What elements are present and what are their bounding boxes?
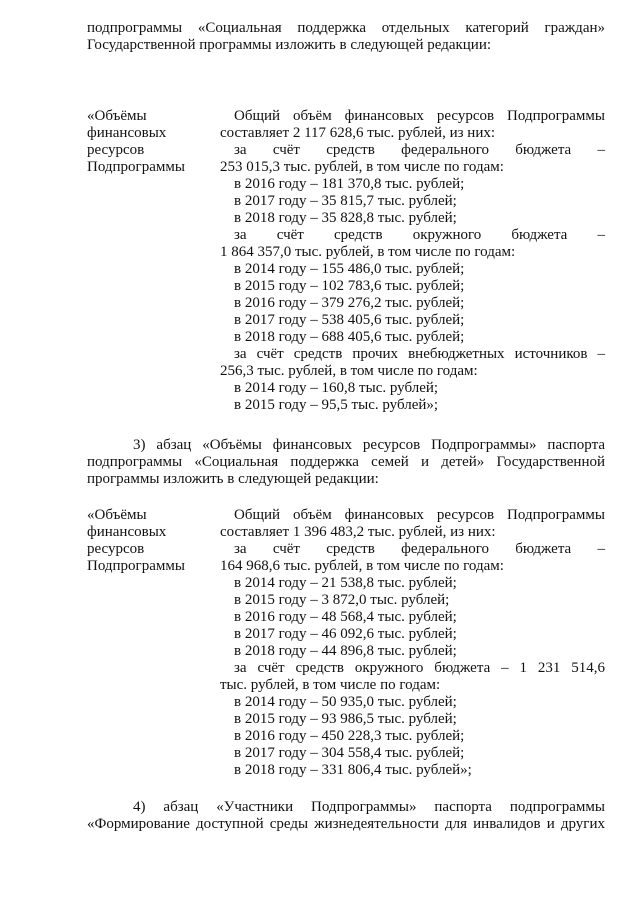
value-line: за счёт средств федерального бюджета –: [234, 142, 605, 158]
paragraph-4-line-1: 4) абзац «Участники Подпрограммы» паспорта подпрограммы: [133, 799, 605, 815]
label-line: Подпрограммы: [87, 558, 185, 574]
value-line: в 2016 году – 48 568,4 тыс. рублей;: [234, 609, 457, 625]
value-line: 164 968,6 тыс. рублей, в том числе по годам:: [220, 558, 504, 574]
paragraph-3-line-1: 3) абзац «Объёмы финансовых ресурсов Подпрограммы» паспорта: [133, 437, 605, 453]
value-line: в 2017 году – 304 558,4 тыс. рублей;: [234, 745, 465, 761]
value-line: тыс. рублей, в том числе по годам:: [220, 677, 441, 693]
value-line: в 2014 году – 21 538,8 тыс. рублей;: [234, 575, 457, 591]
value-line: в 2015 году – 3 872,0 тыс. рублей;: [234, 592, 450, 608]
paragraph-3-line-2: подпрограммы «Социальная поддержка семей и детей» Государственной: [87, 454, 605, 470]
intro-line-1: подпрограммы «Социальная поддержка отдельных категорий граждан»: [87, 20, 605, 36]
value-line: в 2016 году – 379 276,2 тыс. рублей;: [234, 295, 465, 311]
intro-line-2: Государственной программы изложить в следующей редакции:: [87, 37, 492, 53]
value-line: в 2014 году – 50 935,0 тыс. рублей;: [234, 694, 457, 710]
label-line: Подпрограммы: [87, 159, 185, 175]
block-2-label: [87, 507, 207, 575]
value-line: за счёт средств прочих внебюджетных источников –: [234, 346, 605, 362]
value-line: за счёт средств федерального бюджета –: [234, 541, 605, 557]
value-line: Общий объём финансовых ресурсов Подпрограммы: [234, 507, 605, 523]
value-line: в 2014 году – 155 486,0 тыс. рублей;: [234, 261, 465, 277]
block-2-value: [220, 507, 605, 779]
value-line: Общий объём финансовых ресурсов Подпрограммы: [234, 108, 605, 124]
label-line: финансовых: [87, 125, 167, 141]
value-line: 256,3 тыс. рублей, в том числе по годам:: [220, 363, 478, 379]
label-line: «Объёмы: [87, 108, 147, 124]
value-line: в 2015 году – 102 783,6 тыс. рублей;: [234, 278, 465, 294]
value-line: в 2017 году – 35 815,7 тыс. рублей;: [234, 193, 457, 209]
value-line: составляет 2 117 628,6 тыс. рублей, из них:: [220, 125, 496, 141]
value-line: 1 864 357,0 тыс. рублей, в том числе по годам:: [220, 244, 516, 260]
label-line: ресурсов: [87, 142, 145, 158]
value-line: в 2018 году – 331 806,4 тыс. рублей»;: [234, 762, 472, 778]
value-line: в 2016 году – 450 228,3 тыс. рублей;: [234, 728, 465, 744]
value-line: составляет 1 396 483,2 тыс. рублей, из них:: [220, 524, 496, 540]
paragraph-3-line-3: программы изложить в следующей редакции:: [87, 471, 379, 487]
value-line: в 2014 году – 160,8 тыс. рублей;: [234, 380, 439, 396]
value-line: в 2018 году – 35 828,8 тыс. рублей;: [234, 210, 457, 226]
value-line: в 2018 году – 688 405,6 тыс. рублей;: [234, 329, 465, 345]
value-line: в 2017 году – 538 405,6 тыс. рублей;: [234, 312, 465, 328]
paragraph-3: [87, 437, 605, 488]
intro-paragraph: [87, 20, 605, 54]
value-line: в 2015 году – 95,5 тыс. рублей»;: [234, 397, 439, 413]
value-line: в 2017 году – 46 092,6 тыс. рублей;: [234, 626, 457, 642]
block-1-label: [87, 108, 207, 176]
block-1-value: [220, 108, 605, 414]
value-line: за счёт средств окружного бюджета –: [234, 227, 605, 243]
value-line: в 2015 году – 93 986,5 тыс. рублей;: [234, 711, 457, 727]
value-line: за счёт средств окружного бюджета – 1 231 514,6: [234, 660, 605, 676]
label-line: финансовых: [87, 524, 167, 540]
value-line: 253 015,3 тыс. рублей, в том числе по годам:: [220, 159, 504, 175]
value-line: в 2018 году – 44 896,8 тыс. рублей;: [234, 643, 457, 659]
paragraph-4: [87, 799, 605, 833]
value-line: в 2016 году – 181 370,8 тыс. рублей;: [234, 176, 465, 192]
paragraph-4-line-2: «Формирование доступной среды жизнедеятельности для инвалидов и других: [87, 816, 605, 832]
label-line: ресурсов: [87, 541, 145, 557]
label-line: «Объёмы: [87, 507, 147, 523]
